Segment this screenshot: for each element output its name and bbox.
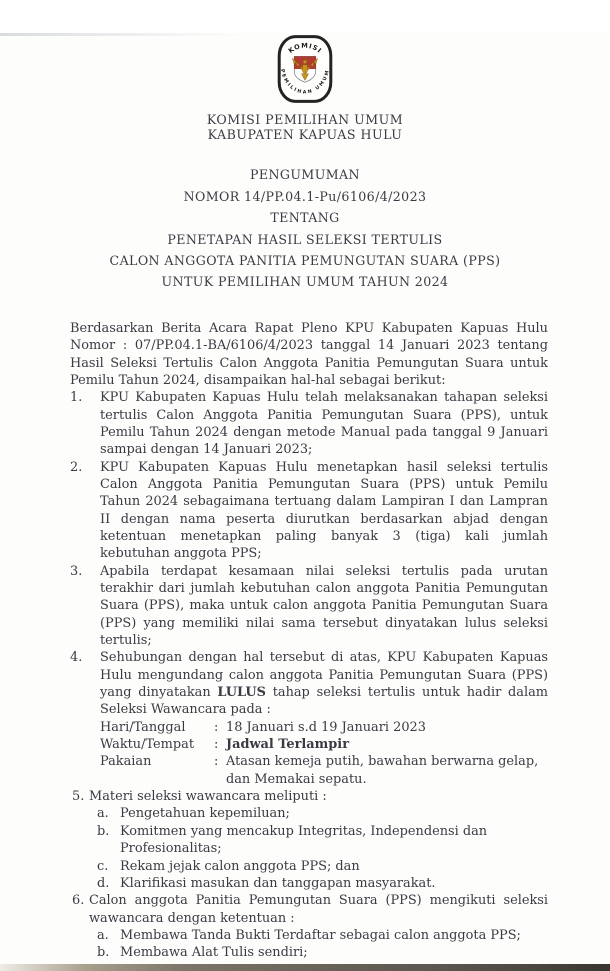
title-tentang: TENTANG	[270, 210, 340, 226]
item-text-before: Sehubungan dengan hal tersebut di atas, KPU Kabupaten Kapuas Hulu mengundang calon anggota Panitia Pemungutan Suara (PPS) yang dinyatakan	[100, 650, 548, 701]
item-number: 4.	[70, 650, 83, 666]
sub-item-letter: c.	[97, 858, 109, 874]
list-item-1	[70, 389, 548, 458]
list-item-5	[70, 788, 548, 805]
sub-item-5d	[97, 875, 548, 892]
schedule-value: 18 Januari s.d 19 Januari 2023	[226, 719, 426, 735]
sub-item-text: Membawa Alat Tulis sendiri;	[120, 945, 308, 961]
item-number: 1.	[70, 390, 83, 406]
list-item-4	[70, 649, 548, 718]
sub-item-6b	[97, 944, 548, 961]
sub-item-letter: a.	[97, 927, 109, 943]
item-number: 3.	[70, 563, 83, 579]
item-text	[100, 649, 548, 718]
sub-item-6a	[97, 927, 548, 944]
sub-item-5a	[97, 805, 548, 822]
schedule-separator: :	[214, 719, 219, 735]
org-name-line1: KOMISI PEMILIHAN UMUM	[206, 112, 404, 127]
item-text: Materi seleksi wawancara meliputi :	[89, 789, 327, 805]
logo-ring-text: PEMILIHAN UMUM	[279, 68, 331, 96]
schedule-row-time-place	[100, 736, 548, 753]
item-text: KPU Kabupaten Kapuas Hulu menetapkan hasil seleksi tertulis Calon Anggota Panitia Pemungutan Suara (PPS) untuk Pemilu Tahun 2024 sebagaimana tertuang dalam Lampiran I dan Lampran II dengan nama peserta diurutkan berdasarkan abjad dengan ketentuan menetapkan paling banyak 3 (tiga) kali jumlah kebutuhan anggota PPS;	[100, 459, 548, 562]
list-item-3	[70, 563, 548, 650]
sub-item-text: Rekam jejak calon anggota PPS; dan	[120, 858, 360, 874]
sub-item-5b	[97, 823, 548, 858]
title-subject-3: UNTUK PEMILIHAN UMUM TAHUN 2024	[161, 274, 449, 290]
item-number: 5.	[72, 789, 85, 805]
logo-top-text: KOMISI	[286, 41, 324, 56]
sub-item-letter: b.	[97, 945, 110, 961]
sub-item-letter: b.	[97, 823, 110, 839]
sub-item-text: Membawa Tanda Bukti Terdaftar sebagai calon anggota PPS;	[120, 927, 521, 943]
org-name-line2: KABUPATEN KAPUAS HULU	[207, 127, 403, 143]
item-text-after: tahap seleksi tertulis untuk hadir dalam Seleksi Wawancara pada :	[100, 685, 548, 718]
item-number: 2.	[70, 459, 83, 475]
document-body	[70, 320, 548, 962]
scan-edge-bottom	[0, 964, 610, 971]
schedule-value: Atasan kemeja putih, bawahan berwarna gelap, dan Memakai sepatu.	[226, 754, 539, 787]
schedule-separator: :	[214, 737, 219, 753]
letterhead-org-name	[0, 112, 610, 142]
item-number: 6.	[72, 893, 85, 909]
sub-item-5c	[97, 858, 548, 875]
title-subject-2: CALON ANGGOTA PANITIA PEMUNGUTAN SUARA (PPS)	[109, 253, 501, 269]
kpu-logo-icon	[275, 33, 335, 105]
sub-item-text: Klarifikasi masukan dan tanggapan masyarakat.	[120, 875, 436, 891]
schedule-row-date	[100, 719, 548, 736]
schedule-label: Hari/Tanggal	[100, 719, 186, 735]
sub-item-text: Komitmen yang mencakup Integritas, Independensi dan Profesionalitas;	[120, 823, 488, 857]
schedule-value: Jadwal Terlampir	[226, 737, 349, 753]
interview-schedule	[100, 719, 548, 788]
list-item-6	[70, 892, 548, 927]
item-text: Calon anggota Panitia Pemungutan Suara (PPS) mengikuti seleksi wawancara dengan ketentuan :	[89, 893, 548, 926]
schedule-separator: :	[214, 754, 219, 770]
scan-edge-top	[0, 33, 240, 36]
intro-paragraph: Berdasarkan Berita Acara Rapat Pleno KPU Kabupaten Kapuas Hulu Nomor : 07/PP.04.1-BA/6106/4/2023 tanggal 14 Januari 2023 tentang Hasil Seleksi Tertulis Calon Anggota Panitia Pemungutan Suara untuk Pemilu Tahun 2024, disampaikan hal-hal sebagai berikut:	[70, 320, 548, 388]
sub-item-text: Pengetahuan kepemiluan;	[120, 806, 290, 822]
item-text: KPU Kabupaten Kapuas Hulu telah melaksanakan tahapan seleksi tertulis Calon Anggota Panitia Pemungutan Suara (PPS), untuk Pemilu Tahun 2024 dengan metode Manual pada tanggal 9 Januari sampai dengan 14 Januari 2023;	[100, 390, 548, 458]
document-page	[0, 33, 610, 971]
title-pengumuman: PENGUMUMAN	[250, 167, 360, 183]
title-nomor: NOMOR 14/PP.04.1-Pu/6106/4/2023	[183, 188, 427, 204]
title-subject-1: PENETAPAN HASIL SELEKSI TERTULIS	[167, 231, 443, 247]
lulus-bold-word: LULUS	[217, 685, 266, 701]
schedule-label: Pakaian	[100, 754, 152, 770]
title-block	[0, 164, 610, 292]
schedule-label: Waktu/Tempat	[100, 737, 195, 753]
sub-item-letter: d.	[97, 875, 110, 891]
list-item-2	[70, 459, 548, 563]
schedule-row-dresscode	[100, 753, 548, 788]
item-text: Apabila terdapat kesamaan nilai seleksi tertulis pada urutan terakhir dari jumlah kebutuhan calon anggota Panitia Pemungutan Suara (PPS), maka untuk calon anggota Panitia Pemungutan Suara (PPS) yang memiliki nilai sama tersebut dinyatakan lulus seleksi tertulis;	[100, 563, 548, 649]
sub-item-letter: a.	[97, 806, 109, 822]
